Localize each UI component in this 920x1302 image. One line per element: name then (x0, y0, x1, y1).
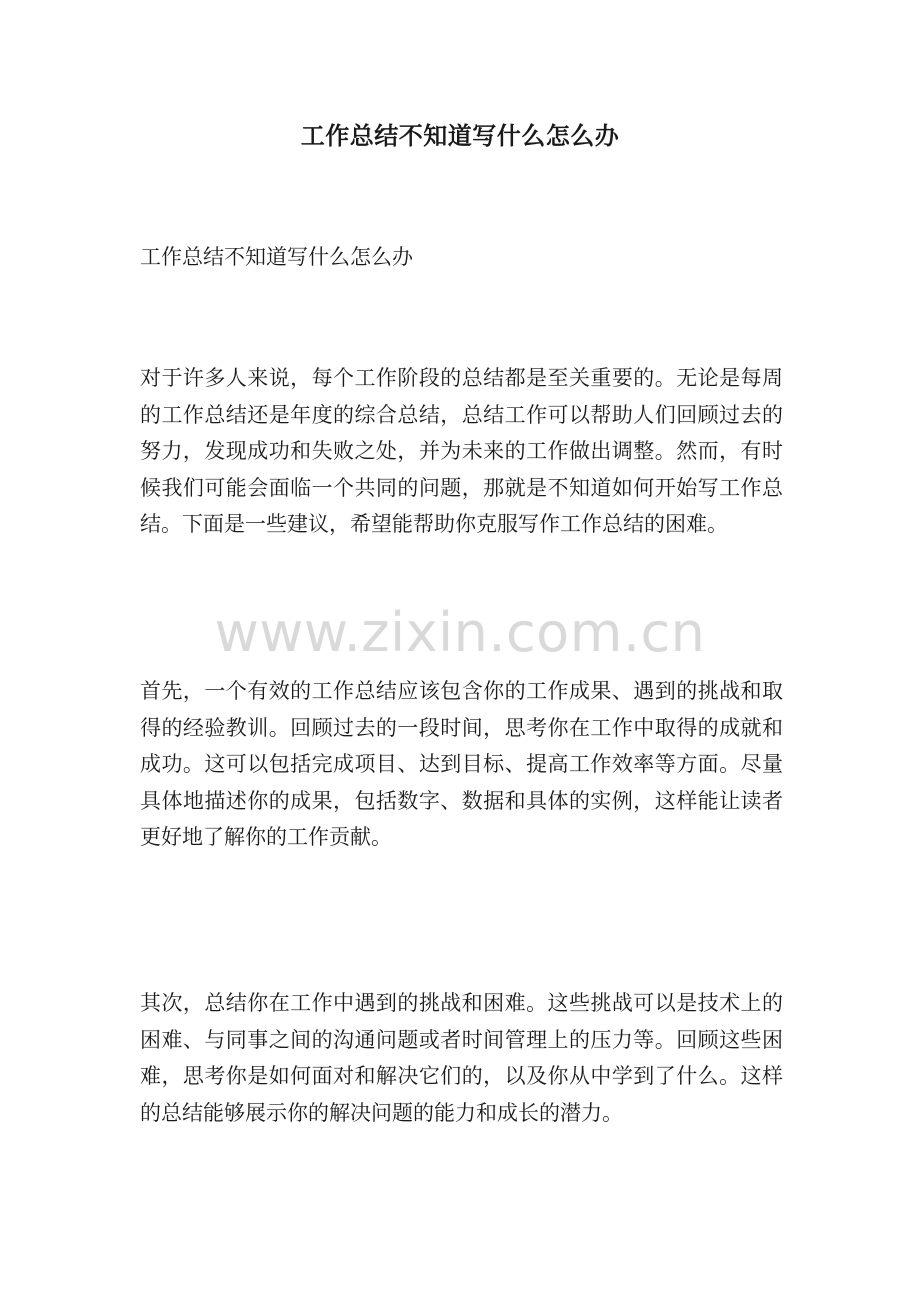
watermark-text: www.zixin.com.cn (214, 601, 706, 664)
paragraph-first-point: 首先，一个有效的工作总结应该包含你的工作成果、遇到的挑战和取得的经验教训。回顾过去的一段时间，思考你在工作中取得的成就和成功。这可以包括完成项目、达到目标、提高工作效率等方面。尽量具体地描述你的成果，包括数字、数据和具体的实例，这样能让读者更好地了解你的工作贡献。 (140, 679, 783, 850)
paragraph-second-point: 其次，总结你在工作中遇到的挑战和困难。这些挑战可以是技术上的困难、与同事之间的沟通问题或者时间管理上的压力等。回顾这些困难，思考你是如何面对和解决它们的，以及你从中学到了什么。这样的总结能够展示你的解决问题的能力和成长的潜力。 (140, 991, 783, 1125)
document-title: 工作总结不知道写什么怎么办 (300, 121, 620, 150)
document-subtitle: 工作总结不知道写什么怎么办 (140, 245, 413, 269)
paragraph-intro: 对于许多人来说，每个工作阶段的总结都是至关重要的。无论是每周的工作总结还是年度的综合总结，总结工作可以帮助人们回顾过去的努力，发现成功和失败之处，并为未来的工作做出调整。然而，有时候我们可能会面临一个共同的问题，那就是不知道如何开始写工作总结。下面是一些建议，希望能帮助你克服写作工作总结的困难。 (140, 366, 783, 537)
